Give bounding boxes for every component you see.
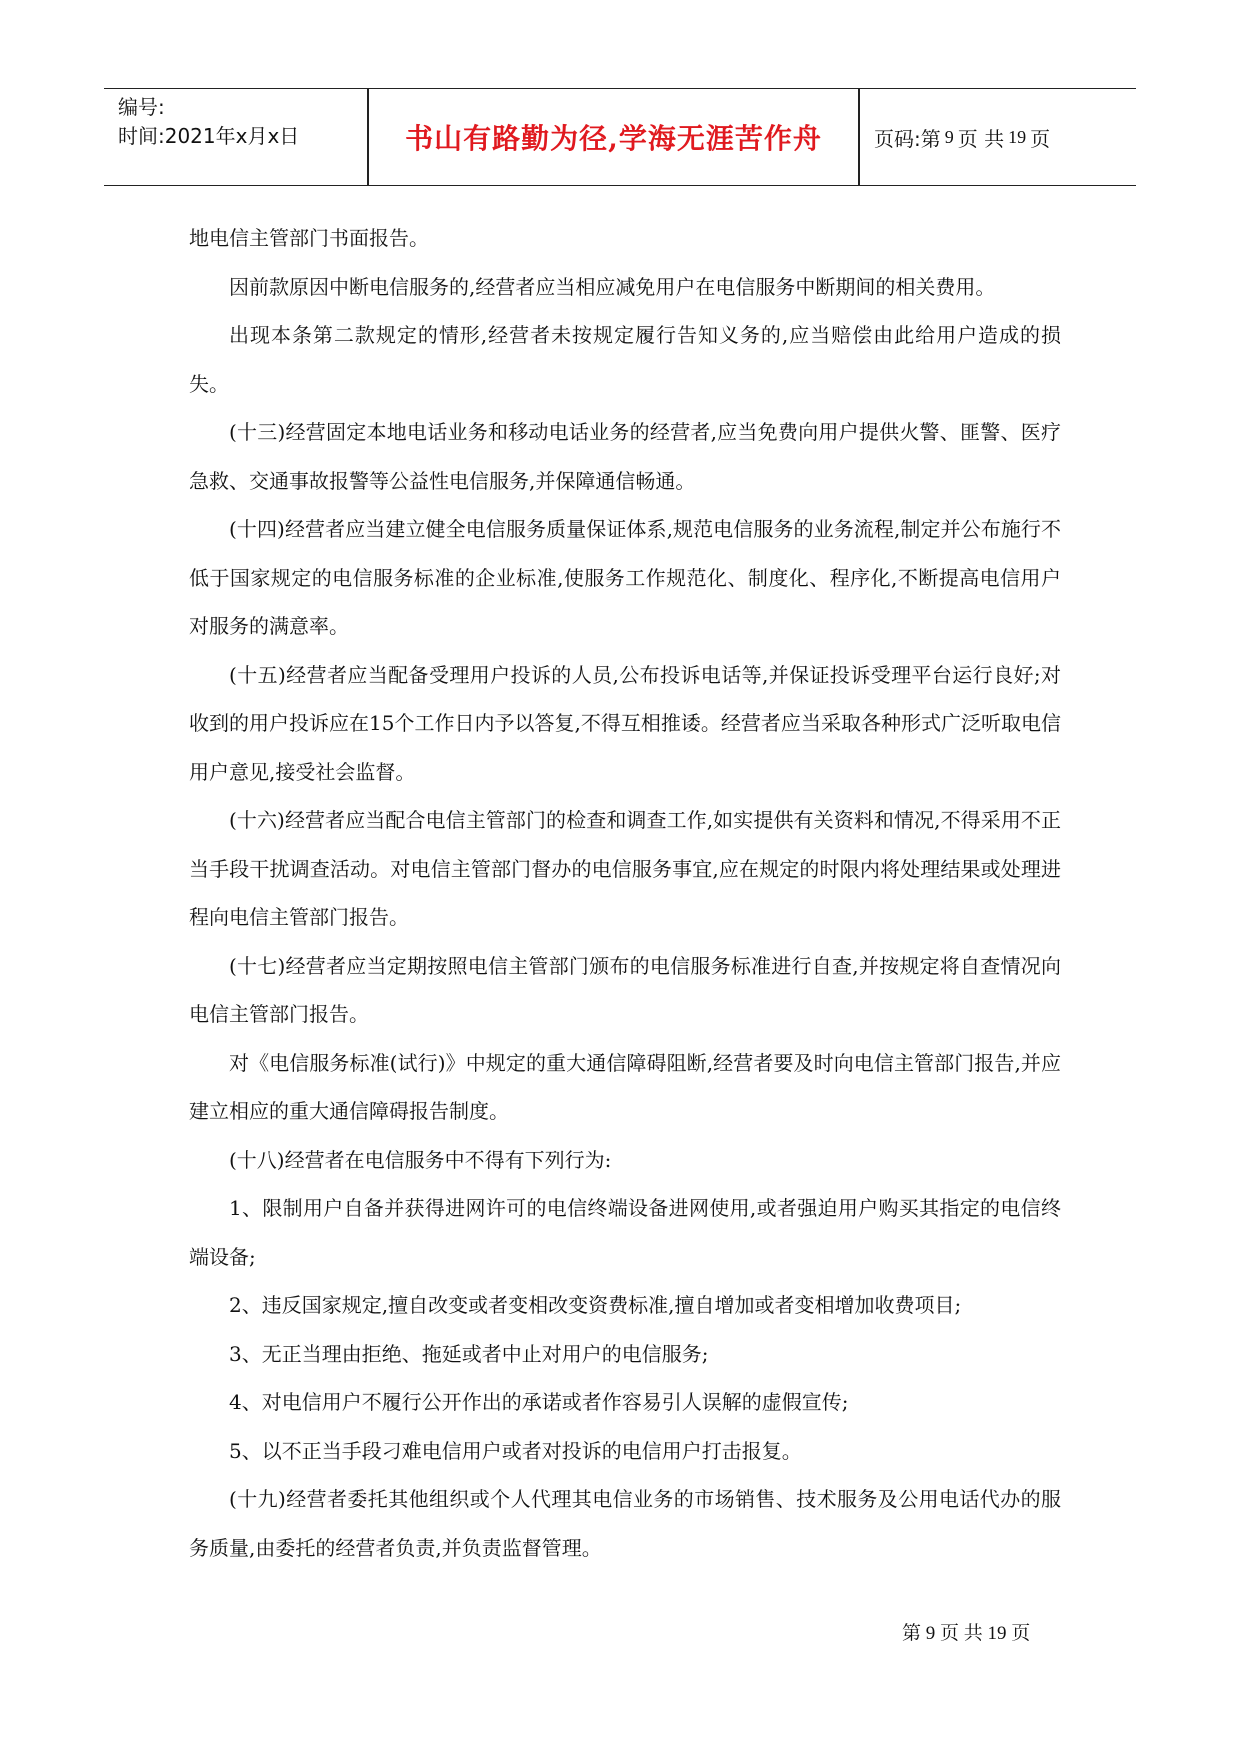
paragraph: 1、限制用户自备并获得进网许可的电信终端设备进网使用,或者强迫用户购买其指定的电信终端设备;: [189, 1196, 1061, 1269]
page-total: 19: [1008, 126, 1027, 147]
page-current: 9: [944, 126, 954, 147]
paragraph: 对《电信服务标准(试行)》中规定的重大通信障碍阻断,经营者要及时向电信主管部门报告,并应建立相应的重大通信障碍报告制度。: [189, 1050, 1061, 1123]
page-suffix: 页: [1030, 126, 1051, 151]
paragraph: (十六)经营者应当配合电信主管部门的检查和调查工作,如实提供有关资料和情况,不得采用不正当手段干扰调查活动。对电信主管部门督办的电信服务事宜,应在规定的时限内将处理结果或处理进程向电信主管部门报告。: [189, 808, 1061, 929]
paragraph: 因前款原因中断电信服务的,经营者应当相应减免用户在电信服务中断期间的相关费用。: [229, 274, 996, 299]
paragraph: 3、无正当理由拒绝、拖延或者中止对用户的电信服务;: [229, 1341, 709, 1366]
paragraph: 2、违反国家规定,擅自改变或者变相改变资费标准,擅自增加或者变相增加收费项目;: [229, 1293, 962, 1317]
paragraph: (十三)经营固定本地电话业务和移动电话业务的经营者,应当免费向用户提供火警、匪警、医疗急救、交通事故报警等公益性电信服务,并保障通信畅通。: [189, 420, 1061, 493]
page-prefix: 页码:第: [874, 126, 941, 151]
page-footer: 第 9 页 共 19 页: [902, 1623, 1031, 1644]
document-time-label: 时间:2021年x月x日: [118, 124, 300, 148]
paragraph: 4、对电信用户不履行公开作出的承诺或者作容易引人误解的虚假宣传;: [229, 1390, 849, 1414]
page-mid: 页 共: [957, 126, 1005, 151]
paragraph: (十九)经营者委托其他组织或个人代理其电信业务的市场销售、技术服务及公用电话代办的服务质量,由委托的经营者负责,并负责监督管理。: [189, 1487, 1061, 1560]
header-divider: [858, 89, 860, 185]
page-header: [104, 88, 1136, 186]
paragraph: (十五)经营者应当配备受理用户投诉的人员,公布投诉电话等,并保证投诉受理平台运行良好;对收到的用户投诉应在15个工作日内予以答复,不得互相推诿。经营者应当采取各种形式广泛听取电信用户意见,接受社会监督。: [189, 662, 1061, 784]
header-meta: [118, 93, 299, 151]
paragraph: (十七)经营者应当定期按照电信主管部门颁布的电信服务标准进行自查,并按规定将自查情况向电信主管部门报告。: [189, 953, 1061, 1026]
header-motto: 书山有路勤为径,学海无涯苦作舟: [405, 122, 822, 155]
paragraph: 出现本条第二款规定的情形,经营者未按规定履行告知义务的,应当赔偿由此给用户造成的损失。: [189, 323, 1061, 396]
paragraph: 地电信主管部门书面报告。: [189, 226, 429, 250]
paragraph: 5、以不正当手段刁难电信用户或者对投诉的电信用户打击报复。: [229, 1438, 802, 1463]
document-body: [189, 214, 1061, 1572]
paragraph: (十四)经营者应当建立健全电信服务质量保证体系,规范电信服务的业务流程,制定并公布施行不低于国家规定的电信服务标准的企业标准,使服务工作规范化、制度化、程序化,不断提高电信用户对服务的满意率。: [189, 517, 1061, 638]
document-number-label: 编号:: [118, 95, 165, 119]
paragraph: (十八)经营者在电信服务中不得有下列行为:: [229, 1147, 612, 1172]
header-page-number: [874, 89, 1050, 185]
